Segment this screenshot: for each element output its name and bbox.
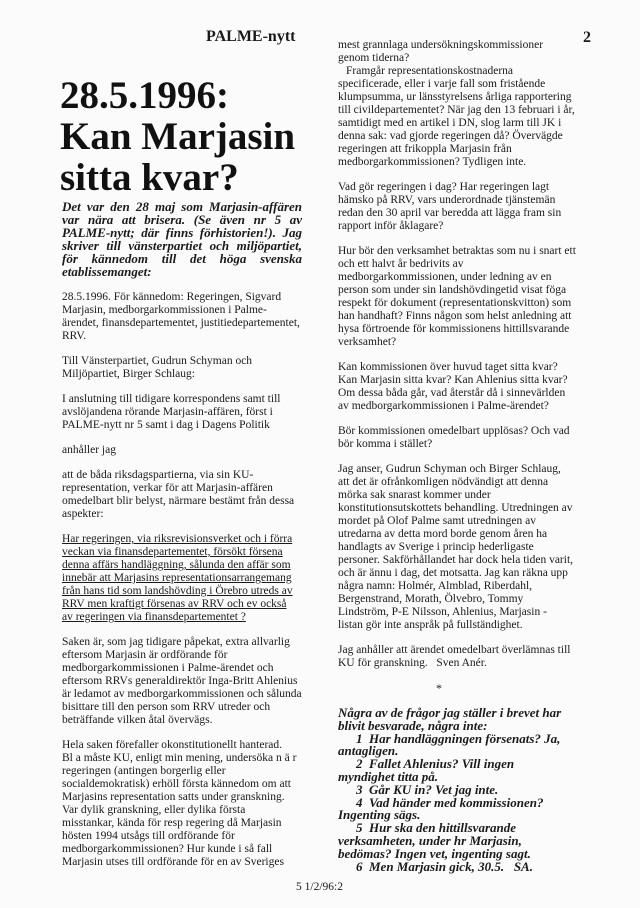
text-line: till civildepartementet? När jag den 13 februari i år, bbox=[338, 104, 575, 116]
newsletter-title: PALME-nytt bbox=[206, 28, 296, 45]
text-line: Till Vänsterpartiet, Gudrun Schyman och bbox=[62, 355, 253, 367]
text-line: 4 Vad händer med kommissionen? bbox=[356, 794, 544, 810]
text-line: Hur bör den verksamhet betraktas som nu i snart ett bbox=[338, 245, 576, 257]
text-line: Miljöpartiet, Birger Schlaug: bbox=[62, 368, 195, 380]
section-separator: * bbox=[436, 681, 442, 695]
text-line: 5 Hur ska den hittillsvarande bbox=[356, 820, 516, 836]
text-line: RRV men kraftigt försenas av RRV och ev också bbox=[62, 598, 287, 610]
text-line: eftersom RRVs generaldirektör Inga-Britt Ahlenius bbox=[62, 675, 298, 687]
text-line: Bl a måste KU, enligt min mening, undersöka n ä r bbox=[62, 752, 297, 764]
text-line: innebär att Marjasins representationsarrangemang bbox=[62, 572, 292, 584]
text-line: Marjasin utses till ordförande för en av Sveriges bbox=[62, 856, 284, 868]
text-line: mest grannlaga undersökningskommissioner bbox=[338, 39, 544, 51]
text-line: Marjasins representation satts under granskning. bbox=[62, 791, 285, 803]
text-line: representation, verkar för att Marjasin-affären bbox=[62, 482, 273, 494]
text-line: KU för granskning. Sven Anér. bbox=[338, 657, 487, 669]
text-line: Marjasin, medborgarkommissionen i Palme- bbox=[62, 304, 267, 316]
headline-line: 28.5.1996: bbox=[60, 74, 229, 117]
text-line: medborgarkommissionen? Hur kunde i så fall bbox=[62, 843, 273, 855]
body-paragraph bbox=[338, 463, 594, 632]
text-line: Var dylik granskning, eller dylika första bbox=[62, 804, 246, 816]
text-line: 1 Har handläggningen försenats? Ja, bbox=[356, 730, 561, 746]
text-line: bedömas? Ingen vet, ingenting sagt. bbox=[338, 845, 531, 861]
text-line: Några av de frågor jag ställer i brevet har bbox=[338, 705, 562, 720]
text-line: verksamheten, under hr Marjasin, bbox=[338, 832, 522, 848]
text-line: samtidigt med en artikel i DN, slog larm till JK i bbox=[338, 117, 562, 129]
intro-line: skriver till vänsterpartiet och miljöpartiet, bbox=[62, 238, 302, 253]
text-line: medborgarkommissionen i Palme-ärendet och bbox=[62, 662, 274, 674]
text-line: aspekter: bbox=[62, 508, 104, 520]
text-line: medborgarkommissionen? Tydligen inte. bbox=[338, 156, 527, 168]
text-line: bör komma i stället? bbox=[338, 438, 433, 450]
text-line: denna affärs handläggning, sålunda den affär som bbox=[62, 559, 291, 571]
text-line: beträffande vilken åtal övervägs. bbox=[62, 714, 213, 726]
text-line: hösten 1994 utsågs till ordförande för bbox=[62, 830, 235, 842]
text-line: Bergenstrand, Morath, Ölvebro, Tommy bbox=[338, 593, 524, 605]
text-line: socialdemokratisk) erhöll första kännedom om att bbox=[62, 778, 291, 790]
text-line: av regeringen via finansdepartementet ? bbox=[62, 611, 246, 623]
text-line: blivit besvarade, några inte: bbox=[338, 717, 488, 733]
text-line: veckan via finansdepartementet, försökt försena bbox=[62, 546, 283, 558]
text-line: myndighet titta på. bbox=[338, 768, 439, 784]
text-line: anhåller jag bbox=[62, 444, 116, 456]
intro-line: etablissemanget: bbox=[62, 264, 152, 279]
body-paragraph bbox=[62, 469, 307, 521]
text-line: mordet på Olof Palme samt utredningen av bbox=[338, 515, 537, 527]
followup-intro bbox=[338, 707, 594, 733]
text-line: klumpsumma, ur länsstyrelsens årliga rapportering bbox=[338, 91, 572, 103]
text-line: hämsko på RRV, vars underordnade tjänstemän bbox=[338, 194, 556, 206]
page-number: 2 bbox=[583, 29, 591, 46]
text-line: Om dessa båda går, vad återstår då i sinnevärlden bbox=[338, 387, 566, 399]
body-paragraph bbox=[338, 361, 594, 413]
text-line: Bör kommissionen omedelbart upplösas? Och vad bbox=[338, 425, 570, 437]
text-line: Kan kommissionen över huvud taget sitta kvar? bbox=[338, 361, 558, 373]
text-line: Vad gör regeringen i dag? Har regeringen lagt bbox=[338, 181, 550, 193]
followup-item bbox=[338, 794, 594, 823]
text-line: Ingenting sägs. bbox=[338, 807, 421, 823]
text-line: listan gör inte anspråk på fullständighet. bbox=[338, 619, 523, 631]
article-intro bbox=[62, 200, 302, 278]
text-line: person som under sin landshövdingetid visat föga bbox=[338, 284, 567, 296]
text-line: bisittare till den person som RRV utreder och bbox=[62, 701, 271, 713]
text-line: regeringen (antingen borgerlig eller bbox=[62, 765, 226, 777]
text-line: att de båda riksdagspartierna, via sin KU- bbox=[62, 469, 254, 481]
right-column bbox=[338, 39, 594, 873]
text-line: Lindström, P-E Nilsson, Ahlenius, Marjasin - bbox=[338, 606, 547, 618]
intro-line: PALME-nytt; där finns förhistorien!). Jag bbox=[62, 225, 302, 240]
body-paragraph bbox=[62, 444, 307, 457]
headline-line: sitta kvar? bbox=[60, 156, 239, 199]
text-line: misstankar, kända för resp regering då Marjasin bbox=[62, 817, 282, 829]
text-line: 28.5.1996. För kännedom: Regeringen, Sigvard bbox=[62, 291, 282, 303]
body-paragraph bbox=[62, 393, 307, 432]
footer-code: 5 1/2/96:2 bbox=[296, 881, 343, 893]
text-line: verksamhet? bbox=[338, 336, 397, 348]
text-line: hysa förtroende för kommissionens hittillsvarande bbox=[338, 323, 570, 335]
text-line: handlagts av Sverige i princip hederligaste bbox=[338, 541, 534, 553]
text-line: genom tiderna? bbox=[338, 52, 410, 64]
text-line: RRV. bbox=[62, 330, 87, 342]
text-line: Hela saken förefaller okonstitutionellt hanterad. bbox=[62, 739, 283, 751]
text-line: utredarna av detta mord borde genom åren ha bbox=[338, 528, 548, 540]
text-line: ärendet, finansdepartementet, justitiedepartementet, bbox=[62, 317, 300, 329]
text-line: Saken är, som jag tidigare påpekat, extra allvarlig bbox=[62, 636, 290, 648]
text-line: respekt för dokument (representationskvitton) som bbox=[338, 297, 572, 309]
text-line: från hans tid som landshövding i Örebro utreds av bbox=[62, 585, 293, 597]
continued-paragraph bbox=[338, 39, 594, 65]
followup-item bbox=[338, 730, 594, 759]
text-line: Framgår representationskostnaderna bbox=[346, 65, 514, 77]
text-line: är ledamot av medborgarkommissionen och sålunda bbox=[62, 688, 302, 700]
text-line: personer. Sakförhållandet har dock hela tiden varit, bbox=[338, 554, 574, 566]
article-headline bbox=[60, 75, 295, 198]
text-line: antagligen. bbox=[338, 743, 399, 759]
text-line: PALME-nytt nr 5 samt i dag i Dagens Politik bbox=[62, 419, 270, 431]
text-line: han handhaft? Finns någon som helst anledning att bbox=[338, 310, 572, 322]
followup-item bbox=[338, 758, 594, 784]
text-line: 3 Går KU in? Vet jag inte. bbox=[356, 781, 499, 797]
body-paragraph bbox=[338, 181, 594, 233]
text-line: mörka sak snarast kommer under bbox=[338, 489, 491, 501]
text-line: och är ännu i dag, det motsatta. Jag kan räkna upp bbox=[338, 567, 568, 579]
text-line: eftersom Marjasin är ordförande för bbox=[62, 649, 228, 661]
text-line: och ett halvt år bedrivits av bbox=[338, 258, 464, 270]
followup-item bbox=[338, 822, 594, 860]
text-line: medborgarkommissionen, under ledning av en bbox=[338, 271, 552, 283]
text-line: att det är ofrånkomligen nödvändigt att denna bbox=[338, 476, 549, 488]
text-line: avslöjandena rörande Marjasin-affären, först i bbox=[62, 406, 273, 418]
text-line: konstitutionsutskottets behandling. Utredningen av bbox=[338, 502, 573, 514]
text-line: rapport inför åklagare? bbox=[338, 220, 444, 232]
intro-line: för kännedom till det höga svenska bbox=[62, 251, 302, 266]
intro-line: var nära att brisera. (Se även nr 5 av bbox=[62, 212, 302, 227]
text-line: 6 Men Marjasin gick, 30.5. SA. bbox=[356, 858, 533, 874]
recipients-paragraph bbox=[62, 291, 307, 343]
headline-line: Kan Marjasin bbox=[60, 115, 296, 158]
body-paragraph bbox=[62, 739, 307, 869]
text-line: I anslutning till tidigare korrespondens samt till bbox=[62, 393, 281, 405]
text-line: omedelbart blir belyst, närmare bestämt från dessa bbox=[62, 495, 295, 507]
body-paragraph bbox=[338, 425, 594, 451]
text-line: Jag anhåller att ärendet omedelbart överlämnas till bbox=[338, 644, 571, 656]
text-line: av medborgarkommissionen i Palme-ärendet? bbox=[338, 400, 549, 412]
text-line: Kan Marjasin sitta kvar? Kan Ahlenius sitta kvar? bbox=[338, 374, 568, 386]
text-line: Har regeringen, via riksrevisionsverket och i förra bbox=[62, 533, 293, 545]
text-line: några namn: Holmér, Almblad, Riberdahl, bbox=[338, 580, 533, 592]
left-column bbox=[62, 291, 307, 881]
followup-item bbox=[338, 858, 594, 874]
body-paragraph bbox=[338, 245, 594, 349]
addressee-paragraph bbox=[62, 355, 307, 381]
signature-paragraph bbox=[338, 644, 594, 670]
underlined-question bbox=[62, 533, 307, 624]
text-line: 2 Fallet Ahlenius? Vill ingen bbox=[356, 756, 515, 772]
text-line: denna sak: vad gjorde regeringen då? Övervägde bbox=[338, 130, 563, 142]
text-line: regeringen att frikoppla Marjasin från bbox=[338, 143, 512, 155]
text-line: Jag anser, Gudrun Schyman och Birger Schlaug, bbox=[338, 463, 561, 475]
text-line: redan den 30 april var beredda att lägga fram sin bbox=[338, 207, 562, 219]
body-paragraph bbox=[338, 65, 594, 169]
body-paragraph bbox=[62, 636, 307, 727]
followup-section bbox=[338, 707, 594, 873]
text-line: specificerade, eller i varje fall som fristående bbox=[338, 78, 546, 90]
intro-line: Det var den 28 maj som Marjasin-affären bbox=[62, 199, 302, 214]
